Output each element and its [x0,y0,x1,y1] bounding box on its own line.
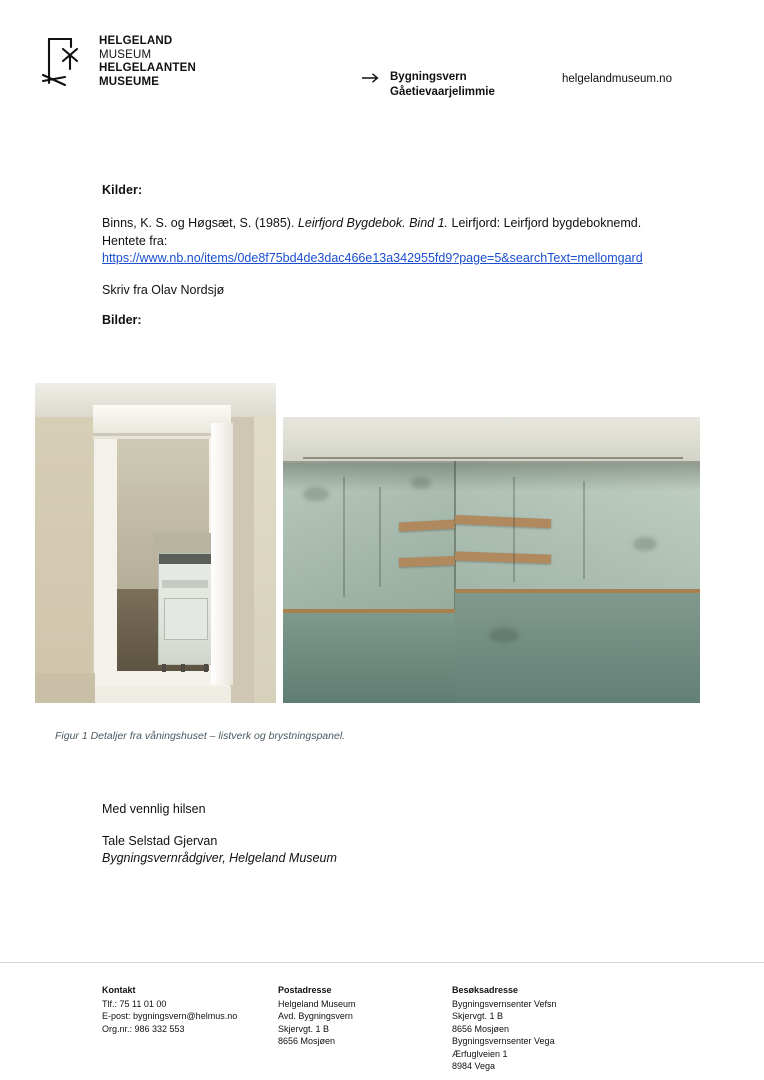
footer-kontakt-line-1: Tlf.: 75 11 01 00 [102,998,167,1009]
photo-ceiling-edge [303,457,683,459]
footer-kontakt-line-3: Org.nr.: 986 332 553 [102,1023,185,1034]
photo-stain-2 [411,477,431,489]
footer-column-postadresse-title: Postadresse [278,985,332,995]
reference-paragraph [102,215,682,268]
footer-besoksadresse-line-3: 8656 Mosjøen [452,1023,510,1034]
document-body [102,183,682,327]
reference-title-italic: Leirfjord Bygdebok. Bind 1. [297,216,449,230]
footer-divider [0,962,764,963]
photo-wall-streak-3 [513,477,515,582]
photo-wall-streak-2 [379,487,381,587]
logo-line-3: HELGELAANTEN [99,62,196,74]
sources-heading: Kilder: [102,183,143,197]
photo-wood-stove [158,553,212,665]
footer-besoksadresse-line-5: Ærfuglveien 1 [452,1048,508,1059]
photo-upper-shadow [283,461,700,491]
footer-besoksadresse-line-1: Bygningsvernsenter Vefsn [452,998,557,1009]
arrow-right-icon [362,72,380,85]
photo-dado-panel-left [283,613,455,703]
logo-wordmark [99,35,196,89]
footer-besoksadresse-line-4: Bygningsvernsenter Vega [452,1036,555,1046]
logo-line-2: MUSEUM [99,48,152,61]
logo-line-4: MUSEUME [99,75,160,88]
photo-doorway-interior[interactable] [35,383,276,703]
photo-room-corner-panel[interactable] [283,417,700,703]
reference-link[interactable]: https://www.nb.no/items/0de8f75bd4de3dac466e13a342955fd9?page=5&searchText=mellomgard [102,251,643,265]
photo-stove-band [162,580,208,588]
header-department-line-2: Gåetievaarjelimmie [390,86,495,98]
sender-title: Bygningsvernrådgiver, Helgeland Museum [102,851,337,865]
photo-wall-streak-1 [343,477,345,597]
photo-wall-streak-4 [583,481,585,579]
header-department-line-1: Bygningsvern [390,71,467,83]
footer-column-kontakt-title: Kontakt [102,985,136,995]
images-heading: Bilder: [102,313,142,327]
letter-note: Skriv fra Olav Nordsjø [102,282,225,297]
photo-right-wall [254,383,276,703]
footer-column-besoksadresse-title: Besøksadresse [452,985,519,995]
sender-name: Tale Selstad Gjervan [102,833,218,848]
logo [41,35,196,89]
footer-column-postadresse [278,984,356,1048]
footer-kontakt-line-2: E-post: bygningsvern@helmus.no [102,1011,238,1021]
closing-block [102,801,602,868]
header-website: helgelandmuseum.no [562,73,672,85]
logo-line-1: HELGELAND [99,35,173,47]
footer-postadresse-line-1: Helgeland Museum [278,998,356,1009]
photo-stain-1 [303,487,329,501]
reference-text-part-1: Binns, K. S. og Høgsæt, S. (1985). [102,216,298,230]
helgeland-museum-logo-icon [41,35,91,87]
photo-stain-3 [489,627,519,643]
photo-stove-hood [153,533,211,555]
photo-stain-4 [633,537,657,551]
photo-left-wall [35,383,95,703]
photo-stove-legs [159,664,211,672]
reference-text-part-2: Leirfjord: Leirfjord bygdeboknemd. Hentete fra: [102,216,642,248]
photo-door-leaf [211,423,233,685]
footer-postadresse-line-4: 8656 Mosjøen [278,1036,336,1046]
page-header [0,30,764,110]
photo-dado-panel-right [455,593,700,703]
photo-left-lower-wall [35,673,95,703]
photo-threshold [93,687,231,703]
footer-postadresse-line-2: Avd. Bygningsvern [278,1011,353,1021]
footer-postadresse-line-3: Skjervgt. 1 B [278,1023,330,1034]
header-department [390,70,495,100]
photo-stove-door [164,598,208,640]
closing-greeting: Med vennlig hilsen [102,802,206,816]
footer-column-kontakt [102,984,237,1035]
photo-stove-top [159,554,211,564]
footer-besoksadresse-line-6: 8984 Vega [452,1061,496,1071]
figure-image-group [35,383,735,713]
figure-caption: Figur 1 Detaljer fra våningshuset – listverk og brystningspanel. [55,730,346,742]
footer-besoksadresse-line-2: Skjervgt. 1 B [452,1011,504,1021]
footer-column-besoksadresse [452,984,557,1073]
